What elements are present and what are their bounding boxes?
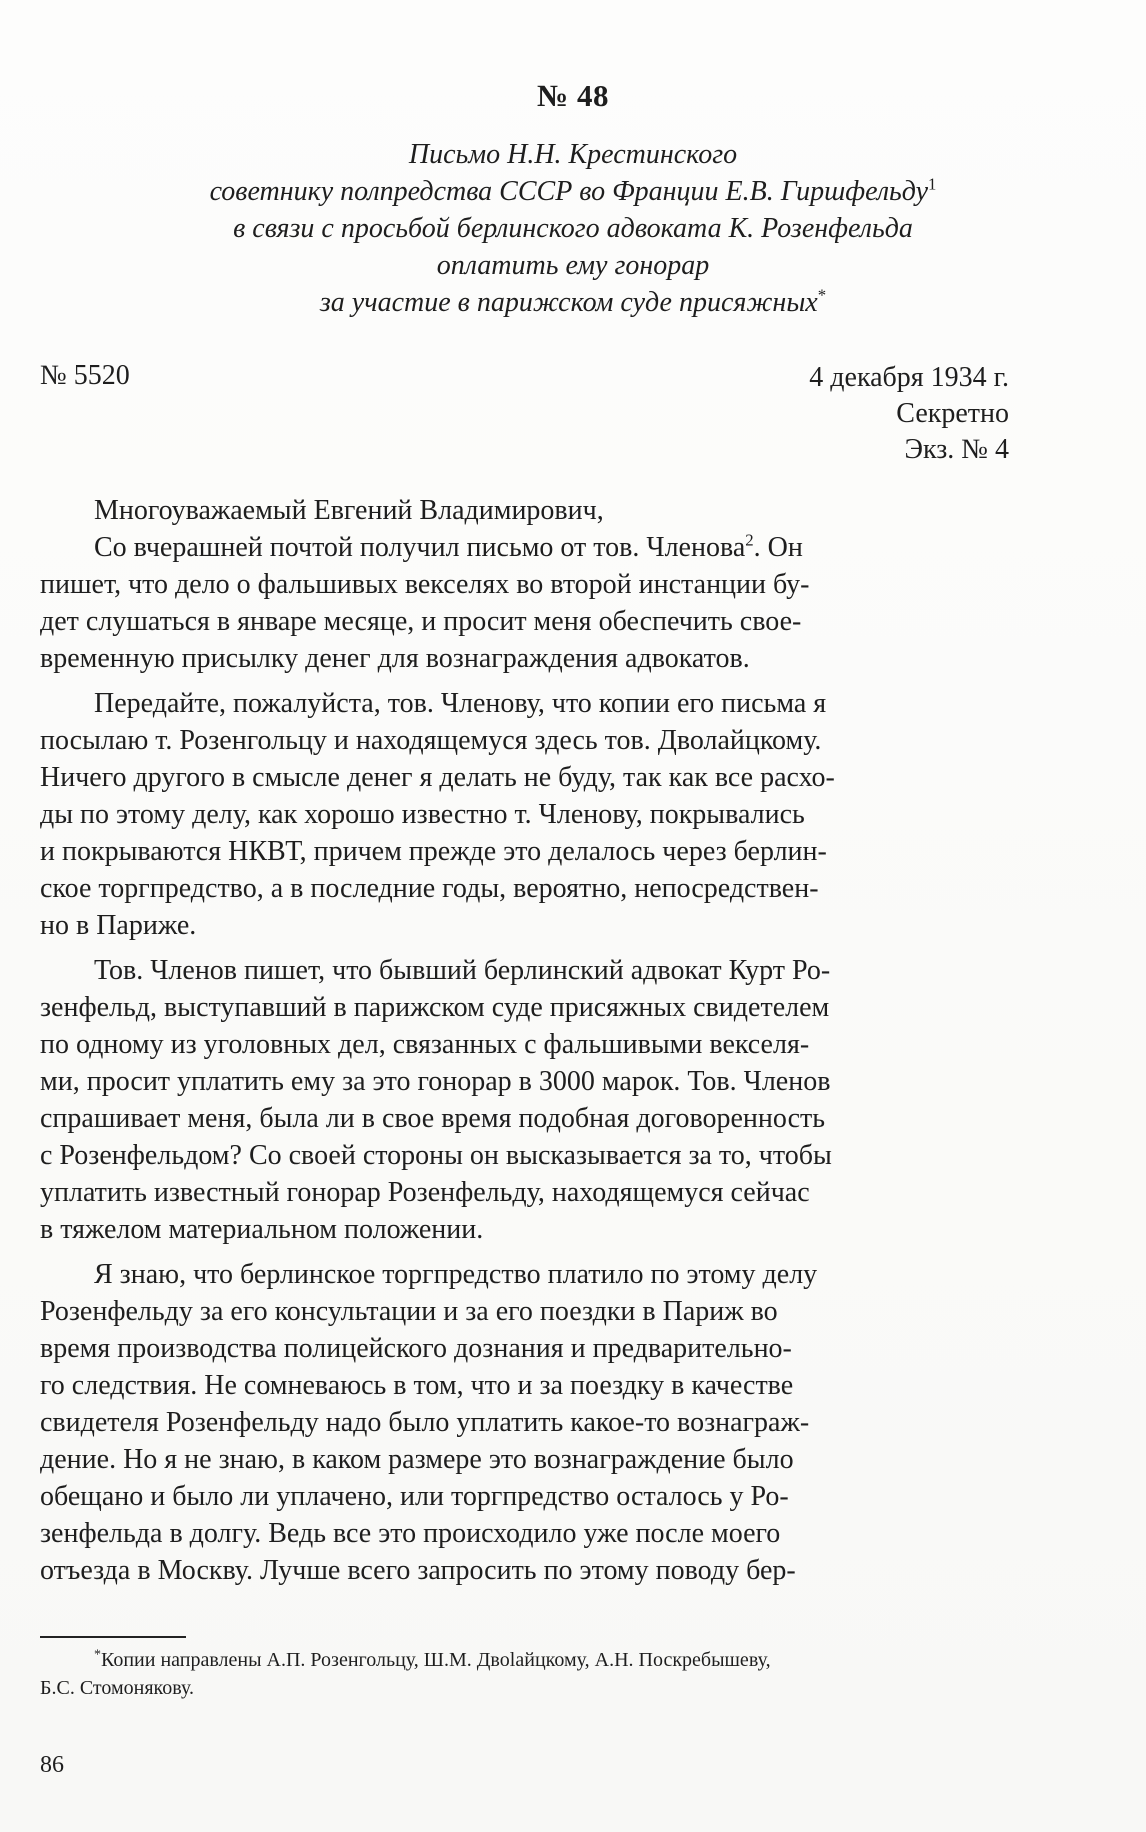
footnote-mark: 1 — [928, 174, 937, 194]
footnote-divider — [40, 1636, 186, 1638]
title-line-text: за участие в парижском суде присяжных — [319, 287, 818, 318]
text-line: и покрываются НКВТ, причем прежде это делалось через берлин- — [40, 836, 827, 867]
text-line: дет слушаться в январе месяце, и просит меня обеспечить свое- — [40, 606, 802, 637]
text-line: посылаю т. Розенгольцу и находящемуся здесь тов. Дволайцкому. — [40, 725, 822, 756]
text-line: время производства полицейского дознания и предварительно- — [40, 1333, 792, 1364]
footnote-line: Б.С. Стомонякову. — [40, 1677, 195, 1699]
text-fragment: Со вчерашней почтой получил письмо от тов. Членова — [94, 532, 746, 563]
registration-number: № 5520 — [40, 360, 130, 391]
text-line: уплатить известный гонорар Розенфельду, находящемуся сейчас — [40, 1177, 810, 1208]
text-line: зенфельда в долгу. Ведь все это происходило уже после моего — [40, 1518, 781, 1549]
text-line — [40, 529, 1009, 566]
text-line: Передайте, пожалуйста, тов. Членову, что копии его письма я — [94, 688, 827, 719]
text-line: свидетеля Розенфельду надо было уплатить какое-то вознаграж- — [40, 1407, 810, 1438]
title-line-text: советнику полпредства СССР во Франции Е.В. Гиршфельду — [209, 176, 929, 207]
text-line: по одному из уголовных дел, связанных с фальшивыми векселя- — [40, 1029, 810, 1060]
text-line: го следствия. Не сомневаюсь в том, что и за поездку в качестве — [40, 1370, 794, 1401]
title-line: оплатить ему гонорар — [436, 250, 710, 281]
text-line: пишет, что дело о фальшивых векселях во второй инстанции бу- — [40, 569, 810, 600]
star-mark: * — [817, 285, 827, 305]
text-line: ми, просит уплатить ему за это гонорар в 3000 марок. Тов. Членов — [40, 1066, 831, 1097]
footnote-mark: 2 — [745, 530, 754, 550]
text-line: Я знаю, что берлинское торгпредство платило по этому делу — [94, 1259, 818, 1290]
paragraph-2 — [40, 685, 1009, 944]
paragraph-3 — [40, 952, 1009, 1248]
document-meta — [809, 360, 1009, 468]
text-line: Тов. Членов пишет, что бывший берлинский адвокат Курт Ро- — [94, 955, 831, 986]
letter-body — [40, 492, 1009, 1589]
text-line: отъезда в Москву. Лучше всего запросить по этому поводу бер- — [40, 1555, 796, 1586]
text-line: ды по этому делу, как хорошо известно т. Членову, покрывались — [40, 799, 805, 830]
paragraph-4 — [40, 1256, 1009, 1589]
text-line: временную присылку денег для вознаграждения адвокатов. — [40, 643, 750, 674]
text-line: обещано и было ли уплачено, или торгпредство осталось у Ро- — [40, 1481, 789, 1512]
text-line: дение. Но я не знаю, в каком размере это вознаграждение было — [40, 1444, 794, 1475]
document-title — [40, 136, 1106, 321]
text-line: Ничего другого в смысле денег я делать не буду, так как все расхо- — [40, 762, 835, 793]
text-line: ское торгпредство, а в последние годы, вероятно, непосредствен- — [40, 873, 819, 904]
title-line — [40, 173, 1106, 210]
footnote — [40, 1646, 1015, 1702]
text-line: в тяжелом материальном положении. — [40, 1214, 484, 1245]
text-line: спрашивает меня, была ли в свое время подобная договоренность — [40, 1103, 825, 1134]
copy-number: Экз. № 4 — [904, 434, 1009, 465]
title-line: Письмо Н.Н. Крестинского — [408, 139, 738, 170]
classification-label: Секретно — [896, 398, 1009, 429]
text-line: Розенфельду за его консультации и за его поездки в Париж во — [40, 1296, 778, 1327]
page-number: 86 — [40, 1752, 64, 1778]
footnote-line — [40, 1646, 1015, 1674]
text-line: с Розенфельдом? Со своей стороны он высказывается за то, чтобы — [40, 1140, 832, 1171]
title-line: в связи с просьбой берлинского адвоката К. Розенфельда — [233, 213, 913, 244]
paragraph-1 — [40, 529, 1009, 677]
text-line: но в Париже. — [40, 910, 197, 941]
footnote-text: Копии направлены А.П. Розенгольцу, Ш.М. Двolaйцкому, А.Н. Поскребышеву, — [101, 1649, 771, 1671]
salutation: Многоуважаемый Евгений Владимирович, — [94, 495, 604, 526]
document-date: 4 декабря 1934 г. — [809, 362, 1009, 393]
text-fragment: . Он — [753, 532, 803, 563]
footnote-star-mark: * — [94, 1647, 101, 1663]
text-line: зенфельд, выступавший в парижском суде присяжных свидетелем — [40, 992, 830, 1023]
title-line — [40, 284, 1106, 321]
document-number: № 48 — [537, 78, 609, 113]
